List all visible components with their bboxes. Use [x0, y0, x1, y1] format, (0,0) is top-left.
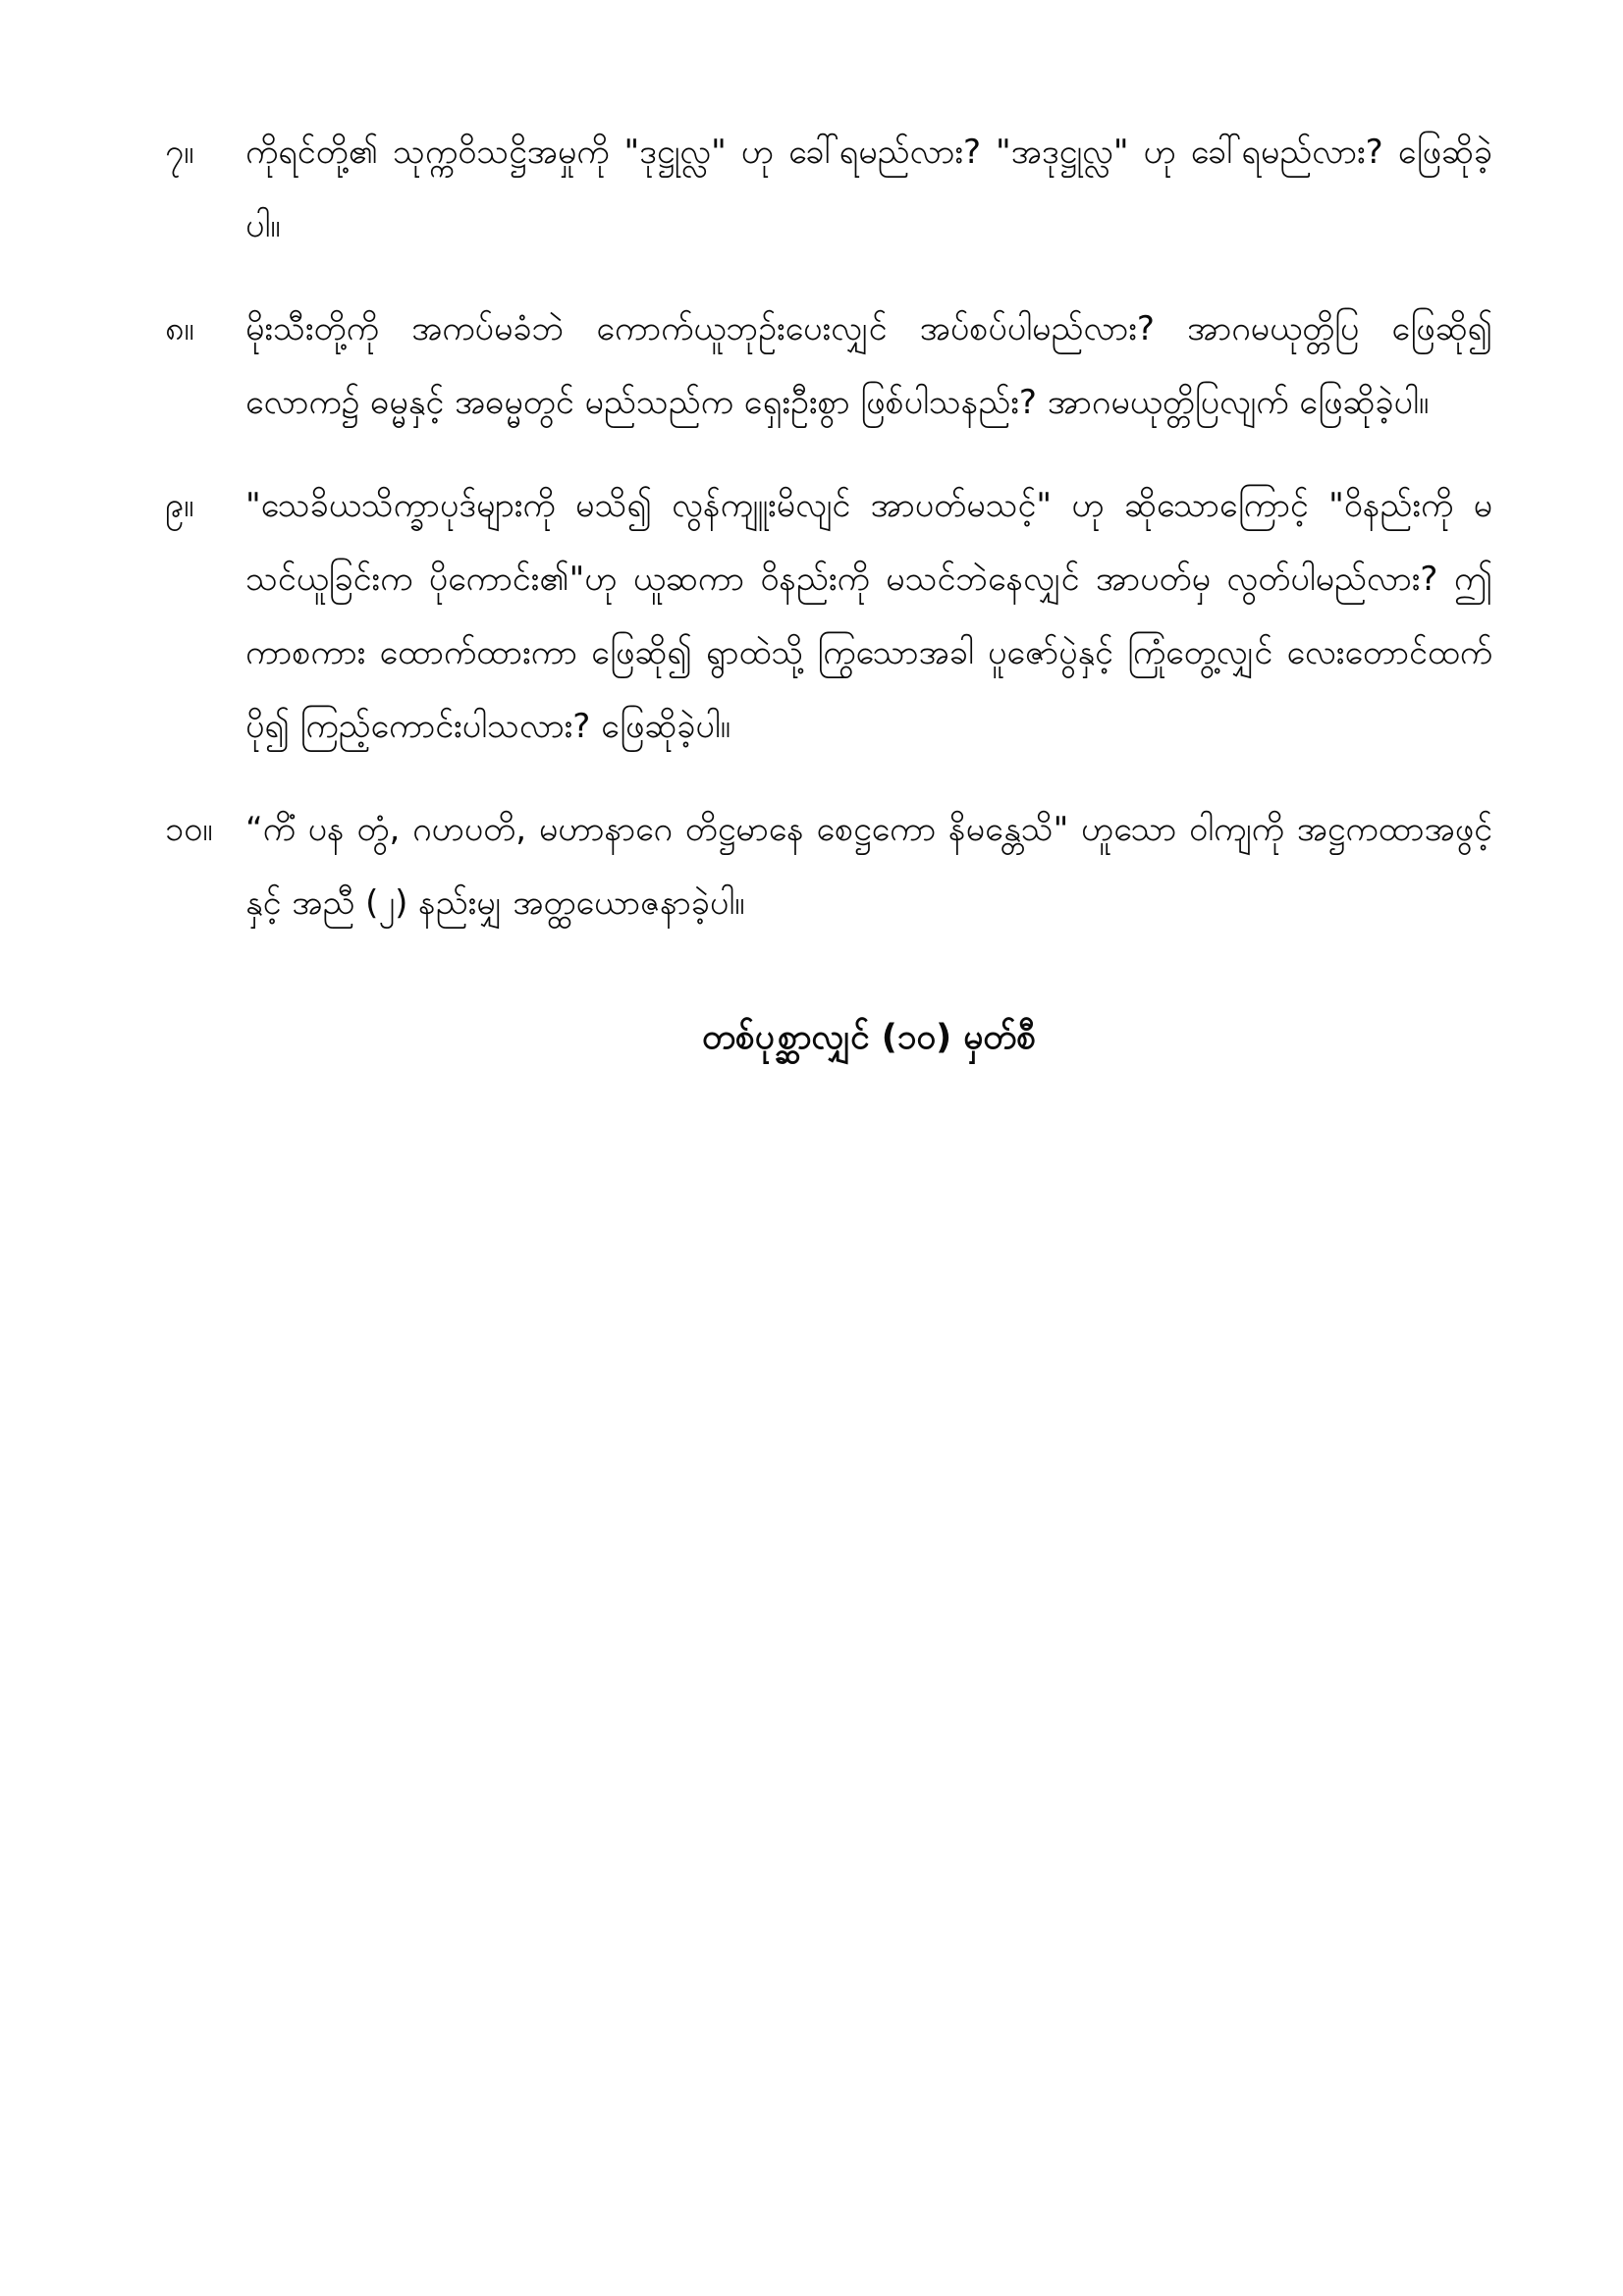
- question-number: ၇။: [165, 133, 194, 172]
- question-item-7: [165, 116, 1492, 263]
- question-text: မိုးသီးတို့ကို အကပ်မခံဘဲ ကောက်ယူဘုဉ်းပေးလျှင် အပ်စပ်ပါမည်လား? အာဂမယုတ္တိပြ ဖြေဆို၍ လောက၌ ဓမ္မနှင့် အဓမ္မတွင် မည်သည်က ရှေးဦးစွာ ဖြစ်ပါသနည်း? အာဂမယုတ္တိပြလျက် ဖြေဆိုခဲ့ပါ။: [245, 309, 1492, 422]
- question-text: ကိုရင်တို့၏ သုက္ကဝိသဋ္ဌိအမှုကို "ဒုဋ္ဌုလ္လ" ဟု ခေါ်ရမည်လား? "အဒုဋ္ဌုလ္လ" ဟု ခေါ်ရမည်လား? ဖြေဆိုခဲ့ပါ။: [245, 133, 1492, 245]
- question-item-8: [165, 293, 1492, 440]
- question-item-9: [165, 469, 1492, 764]
- question-number: ၈။: [165, 309, 194, 348]
- marks-per-question-note: တစ်ပုစ္ဆာလျှင် (၁၀) မှတ်စီ: [701, 1018, 1037, 1057]
- question-number: ၁၀။: [165, 810, 213, 849]
- question-text: "သေခိယသိက္ခာပုဒ်များကို မသိ၍ လွန်ကျူးမိလျင် အာပတ်မသင့်" ဟု ဆိုသောကြောင့် "ဝိနည်းကို မသင်ယူခြင်းက ပိုကောင်း၏"ဟု ယူဆကာ ဝိနည်းကို မသင်ဘဲနေလျှင် အာပတ်မှ လွတ်ပါမည်လား? ဤကာစကား ထောက်ထားကာ ဖြေဆို၍ ရွာထဲသို့ ကြွသောအခါ ပူဇော်ပွဲနှင့် ကြုံတွေ့လျှင် လေးတောင်ထက် ပို၍ ကြည့်ကောင်းပါသလား? ဖြေဆိုခဲ့ပါ။: [245, 486, 1492, 746]
- question-text: “ကိံ ပန တွံ, ဂဟပတိ, မဟာနာဂေ တိဋ္ဌမာနေ စေဋ္ဌကော နိမန္တေသိ" ဟူသော ဝါကျကို အဋ္ဌကထာအဖွင့်နှင့် အညီ (၂) နည်းမျှ အတ္ထယောဇနာခဲ့ပါ။: [245, 810, 1492, 923]
- question-item-10: [165, 793, 1492, 940]
- question-number: ၉။: [165, 486, 194, 525]
